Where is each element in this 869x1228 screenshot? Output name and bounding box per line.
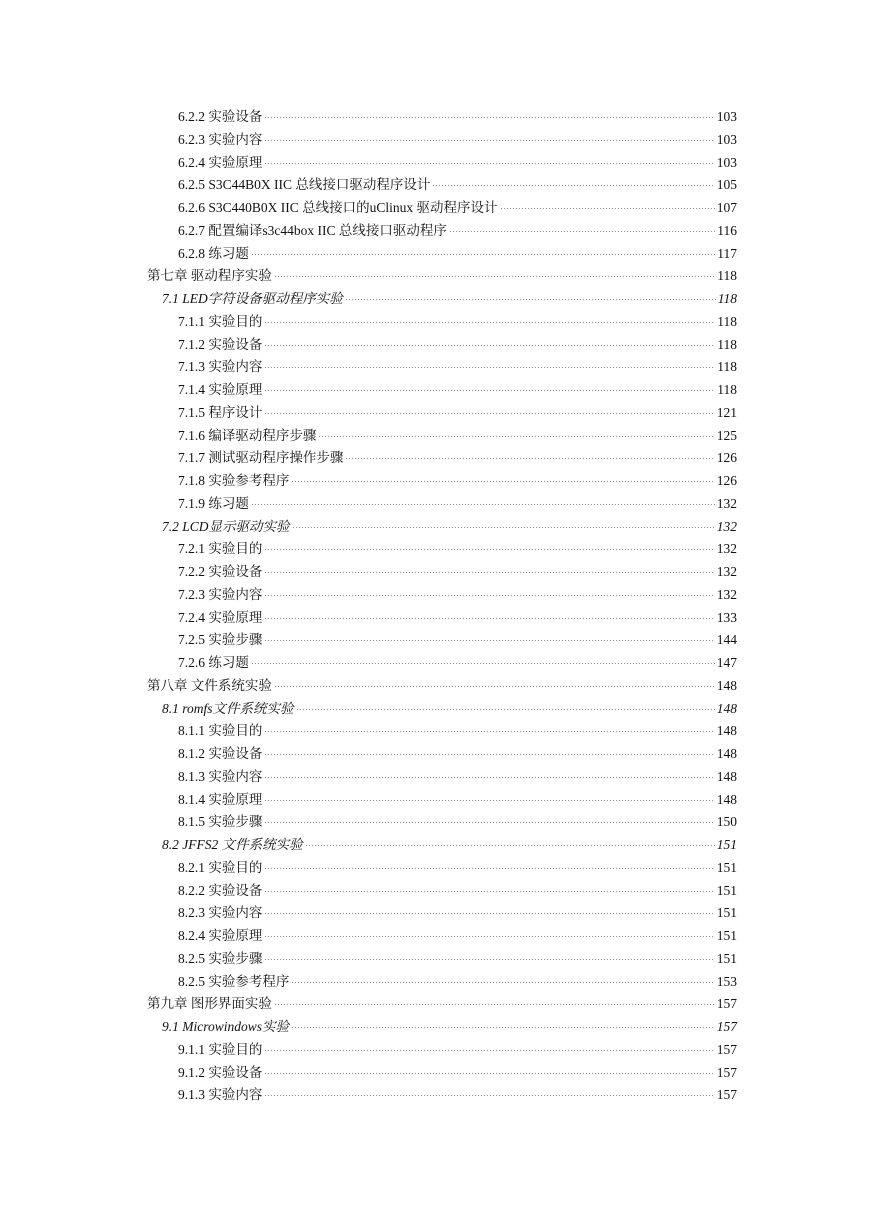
toc-entry-title: 8.1.1 实验目的 (178, 723, 263, 739)
toc-subsection-entry[interactable] (147, 356, 737, 379)
toc-subsection-entry[interactable] (147, 174, 737, 197)
toc-subsection-entry[interactable] (147, 629, 737, 652)
dot-leader (264, 731, 714, 732)
dot-leader (264, 572, 714, 573)
toc-entry-title: 7.1.1 实验目的 (178, 313, 263, 329)
toc-page-number: 157 (716, 1087, 737, 1103)
dot-leader (264, 640, 714, 641)
dot-leader (264, 959, 714, 960)
toc-page-number: 107 (716, 200, 737, 215)
toc-page-number: 151 (716, 905, 737, 921)
dot-leader (264, 140, 714, 141)
toc-page-number: 132 (716, 541, 737, 557)
toc-subsection-entry[interactable] (147, 197, 737, 220)
dot-leader (264, 800, 714, 801)
toc-section-entry[interactable] (147, 834, 737, 857)
dot-leader (264, 777, 714, 778)
dot-leader (274, 276, 715, 277)
toc-entry-title: 7.2.2 实验设备 (178, 564, 263, 579)
toc-entry-title: 8.2.4 实验原理 (178, 928, 263, 943)
toc-subsection-entry[interactable] (147, 1084, 737, 1107)
toc-entry-title: 8.1.2 实验设备 (178, 746, 263, 761)
toc-subsection-entry[interactable] (147, 971, 737, 994)
dot-leader (251, 504, 715, 505)
toc-page-number: 118 (717, 268, 737, 284)
dot-leader (264, 891, 714, 892)
dot-leader (264, 413, 714, 414)
toc-subsection-entry[interactable] (147, 493, 737, 516)
toc-page-number: 132 (716, 564, 737, 579)
toc-entry-title: 8.1.4 实验原理 (178, 791, 263, 807)
toc-entry-title: 8.2.3 实验内容 (178, 905, 263, 921)
dot-leader (251, 663, 715, 664)
dot-leader (345, 299, 716, 300)
dot-leader (291, 1027, 715, 1028)
dot-leader (264, 936, 714, 937)
dot-leader (292, 527, 715, 528)
toc-chapter-entry[interactable] (147, 993, 737, 1016)
toc-entry-title: 6.2.5 S3C44B0X IIC 总线接口驱动程序设计 (178, 177, 431, 193)
toc-subsection-entry[interactable] (147, 925, 737, 948)
toc-subsection-entry[interactable] (147, 811, 737, 834)
toc-page-number: 150 (716, 814, 737, 830)
toc-page-number: 157 (716, 996, 737, 1012)
dot-leader (274, 686, 715, 687)
dot-leader (345, 458, 714, 459)
toc-subsection-entry[interactable] (147, 561, 737, 584)
toc-entry-title: 7.2.5 实验步骤 (178, 632, 263, 648)
toc-page-number: 151 (716, 837, 737, 852)
toc-subsection-entry[interactable] (147, 447, 737, 470)
toc-entry-title: 6.2.2 实验设备 (178, 109, 263, 124)
dot-leader (264, 390, 715, 391)
toc-chapter-entry[interactable] (147, 265, 737, 288)
toc-entry-title: 7.2.6 练习题 (178, 655, 249, 670)
toc-entry-title: 7.1.7 测试驱动程序操作步骤 (178, 450, 344, 466)
toc-page-number: 118 (717, 291, 737, 306)
toc-entry-title: 8.2 JFFS2 文件系统实验 (162, 837, 303, 852)
toc-entry-title: 6.2.8 练习题 (178, 245, 249, 261)
toc-page-number: 105 (716, 177, 737, 193)
toc-subsection-entry[interactable] (147, 311, 737, 334)
toc-entry-title: 7.1.6 编译驱动程序步骤 (178, 427, 317, 443)
toc-section-entry[interactable] (147, 516, 737, 539)
toc-subsection-entry[interactable] (147, 766, 737, 789)
dot-leader (264, 595, 714, 596)
dot-leader (264, 1050, 714, 1051)
dot-leader (264, 163, 714, 164)
toc-entry-title: 7.1 LED字符设备驱动程序实验 (162, 291, 343, 306)
toc-entry-title: 7.2.1 实验目的 (178, 541, 263, 557)
toc-entry-title: 6.2.4 实验原理 (178, 154, 263, 170)
toc-page-number: 132 (716, 518, 737, 534)
toc-subsection-entry[interactable] (147, 106, 737, 129)
toc-subsection-entry[interactable] (147, 152, 737, 175)
dot-leader (432, 185, 714, 186)
dot-leader (264, 913, 714, 914)
toc-page-number: 148 (716, 791, 737, 807)
dot-leader (264, 822, 714, 823)
toc-subsection-entry[interactable] (147, 538, 737, 561)
toc-page-number: 157 (716, 1064, 737, 1080)
toc-entry-title: 6.2.3 实验内容 (178, 131, 263, 147)
dot-leader (291, 982, 714, 983)
toc-page-number: 148 (716, 746, 737, 761)
dot-leader (291, 481, 714, 482)
toc-subsection-entry[interactable] (147, 720, 737, 743)
toc-chapter-entry[interactable] (147, 675, 737, 698)
toc-page-number: 118 (717, 359, 737, 375)
toc-entry-title: 7.2.3 实验内容 (178, 586, 263, 602)
dot-leader (264, 618, 714, 619)
toc-subsection-entry[interactable] (147, 743, 737, 766)
toc-entry-title: 6.2.7 配置编译s3c44box IIC 总线接口驱动程序 (178, 222, 447, 238)
toc-entry-title: 8.1 romfs文件系统实验 (162, 700, 294, 716)
dot-leader (264, 1095, 714, 1096)
dot-leader (251, 254, 715, 255)
toc-subsection-entry[interactable] (147, 379, 737, 402)
toc-page-number: 126 (716, 450, 737, 466)
toc-subsection-entry[interactable] (147, 857, 737, 880)
toc-subsection-entry[interactable] (147, 789, 737, 812)
toc-subsection-entry[interactable] (147, 402, 737, 425)
toc-entry-title: 8.1.3 实验内容 (178, 768, 263, 784)
toc-subsection-entry[interactable] (147, 470, 737, 493)
dot-leader (264, 1073, 714, 1074)
toc-section-entry[interactable] (147, 288, 737, 311)
toc-entry-title: 第七章 驱动程序实验 (147, 268, 272, 284)
toc-page-number: 126 (716, 473, 737, 488)
toc-page-number: 116 (717, 222, 737, 238)
toc-entry-title: 9.1.3 实验内容 (178, 1087, 263, 1103)
toc-subsection-entry[interactable] (147, 129, 737, 152)
toc-page-number: 103 (716, 154, 737, 170)
toc-subsection-entry[interactable] (147, 1039, 737, 1062)
toc-entry-title: 7.1.4 实验原理 (178, 382, 263, 397)
dot-leader (305, 845, 715, 846)
dot-leader (264, 322, 715, 323)
dot-leader (318, 436, 714, 437)
toc-page-number: 147 (716, 655, 737, 670)
toc-page-number: 118 (717, 382, 737, 397)
toc-entry-title: 8.2.5 实验参考程序 (178, 973, 290, 989)
toc-page-number: 118 (717, 336, 737, 352)
toc-entry-title: 9.1.2 实验设备 (178, 1064, 263, 1080)
dot-leader (449, 231, 715, 232)
toc-page-number: 148 (716, 677, 737, 693)
toc-entry-title: 7.1.9 练习题 (178, 495, 249, 511)
table-of-contents (147, 106, 737, 1107)
toc-page-number: 157 (716, 1019, 737, 1034)
toc-page-number: 133 (716, 609, 737, 625)
toc-page-number: 151 (716, 928, 737, 943)
toc-entry-title: 7.1.5 程序设计 (178, 404, 263, 420)
dot-leader (296, 709, 715, 710)
toc-subsection-entry[interactable] (147, 948, 737, 971)
toc-subsection-entry[interactable] (147, 1062, 737, 1085)
toc-subsection-entry[interactable] (147, 584, 737, 607)
toc-entry-title: 7.1.2 实验设备 (178, 336, 263, 352)
toc-subsection-entry[interactable] (147, 607, 737, 630)
toc-entry-title: 第九章 图形界面实验 (147, 996, 272, 1012)
toc-entry-title: 第八章 文件系统实验 (147, 677, 272, 693)
toc-section-entry[interactable] (147, 698, 737, 721)
toc-page-number: 151 (716, 950, 737, 966)
dot-leader (264, 868, 714, 869)
dot-leader (264, 754, 714, 755)
toc-page-number: 118 (717, 313, 737, 329)
toc-page-number: 151 (716, 882, 737, 898)
dot-leader (264, 117, 714, 118)
toc-page-number: 103 (716, 109, 737, 124)
toc-page-number: 153 (716, 973, 737, 989)
toc-entry-title: 7.2 LCD显示驱动实验 (162, 518, 290, 534)
dot-leader (264, 549, 714, 550)
toc-page-number: 148 (716, 700, 737, 716)
toc-page-number: 157 (716, 1041, 737, 1057)
toc-subsection-entry[interactable] (147, 425, 737, 448)
toc-subsection-entry[interactable] (147, 652, 737, 675)
dot-leader (274, 1004, 715, 1005)
toc-page-number: 132 (716, 586, 737, 602)
toc-entry-title: 7.1.8 实验参考程序 (178, 473, 290, 488)
toc-entry-title: 9.1.1 实验目的 (178, 1041, 263, 1057)
toc-subsection-entry[interactable] (147, 880, 737, 903)
toc-subsection-entry[interactable] (147, 243, 737, 266)
dot-leader (264, 367, 715, 368)
toc-entry-title: 7.2.4 实验原理 (178, 609, 263, 625)
toc-entry-title: 6.2.6 S3C440B0X IIC 总线接口的uClinux 驱动程序设计 (178, 200, 498, 215)
dot-leader (264, 345, 715, 346)
toc-entry-title: 8.2.1 实验目的 (178, 859, 263, 875)
toc-page-number: 125 (716, 427, 737, 443)
toc-page-number: 148 (716, 768, 737, 784)
toc-entry-title: 8.1.5 实验步骤 (178, 814, 263, 830)
toc-page-number: 144 (716, 632, 737, 648)
toc-subsection-entry[interactable] (147, 334, 737, 357)
toc-subsection-entry[interactable] (147, 220, 737, 243)
toc-page-number: 132 (716, 495, 737, 511)
toc-page-number: 148 (716, 723, 737, 739)
dot-leader (500, 208, 715, 209)
toc-entry-title: 7.1.3 实验内容 (178, 359, 263, 375)
toc-entry-title: 8.2.2 实验设备 (178, 882, 263, 898)
toc-section-entry[interactable] (147, 1016, 737, 1039)
toc-subsection-entry[interactable] (147, 902, 737, 925)
toc-entry-title: 8.2.5 实验步骤 (178, 950, 263, 966)
toc-page-number: 121 (716, 404, 737, 420)
toc-page-number: 117 (717, 245, 737, 261)
toc-entry-title: 9.1 Microwindows实验 (162, 1019, 290, 1034)
toc-page-number: 103 (716, 131, 737, 147)
toc-page-number: 151 (716, 859, 737, 875)
